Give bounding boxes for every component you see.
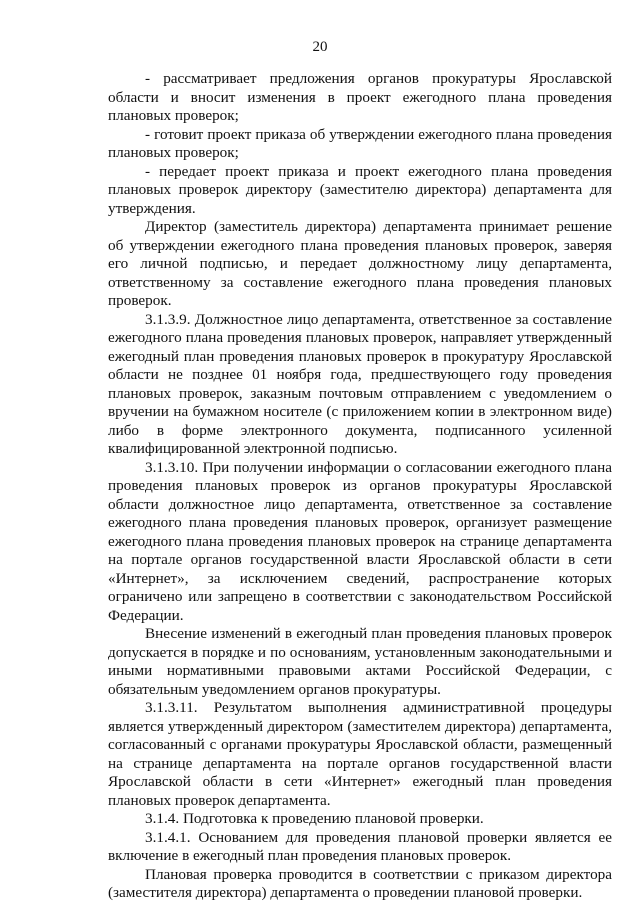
paragraph-6: 3.1.3.10. При получении информации о согласовании ежегодного плана проведения плановых проверок из органов прокуратуры Ярославской области должностное лицо департамента, ответственное за составление ежегодного плана проведения плановых проверок, организует размещение ежегодного плана проведения плановых проверок на странице департамента на портале органов государственной власти Ярославской области в сети «Интернет», за исключением сведений, распространение которых ограничено или запрещено в соответствии с законодательством Российской Федерации.	[108, 458, 612, 624]
paragraph-3: - передает проект приказа и проект ежегодного плана проведения плановых проверок директору (заместителю директора) департамента для утверждения.	[108, 162, 612, 217]
paragraph-5: 3.1.3.9. Должностное лицо департамента, ответственное за составление ежегодного плана проведения плановых проверок, направляет утвержденный ежегодный план проведения плановых проверок в прокуратуру Ярославской области не позднее 01 ноября года, предшествующего году проведения плановых проверок, заказным почтовым отправлением с уведомлением о вручении на бумажном носителе (с приложением копии в электронном виде) либо в форме электронного документа, подписанного усиленной квалифицированной электронной подписью.	[108, 310, 612, 457]
page-number: 20	[312, 39, 328, 55]
paragraph-9: 3.1.4. Подготовка к проведению плановой проверки.	[145, 810, 484, 827]
paragraph-10: 3.1.4.1. Основанием для проведения плановой проверки является ее включение в ежегодный план проведения плановых проверок.	[108, 828, 612, 864]
document-body	[108, 70, 612, 903]
paragraph-11: Плановая проверка проводится в соответствии с приказом директора (заместителя директора) департамента о проведении плановой проверки.	[108, 865, 612, 901]
paragraph-4: Директор (заместитель директора) департамента принимает решение об утверждении ежегодного плана проведения плановых проверок, заверяя его личной подписью, и передает должностному лицу департамента, ответственному за составление ежегодного плана проведения плановых проверок.	[108, 218, 612, 309]
paragraph-1: - рассматривает предложения органов прокуратуры Ярославской области и вносит изменения в проект ежегодного плана проведения плановых проверок;	[108, 70, 612, 124]
paragraph-2: - готовит проект приказа об утверждении ежегодного плана проведения плановых проверок;	[108, 125, 612, 161]
paragraph-7: Внесение изменений в ежегодный план проведения плановых проверок допускается в порядке и по основаниям, установленным законодательными и иными нормативными правовыми актами Российской Федерации, с обязательным уведомлением органов прокуратуры.	[108, 625, 612, 698]
paragraph-8: 3.1.3.11. Результатом выполнения административной процедуры является утвержденный директором (заместителем директора) департамента, согласованный с органами прокуратуры Ярославской области, размещенный на странице департамента на портале органов государственной власти Ярославской области в сети «Интернет» ежегодный план проведения плановых проверок департамента.	[108, 699, 612, 809]
